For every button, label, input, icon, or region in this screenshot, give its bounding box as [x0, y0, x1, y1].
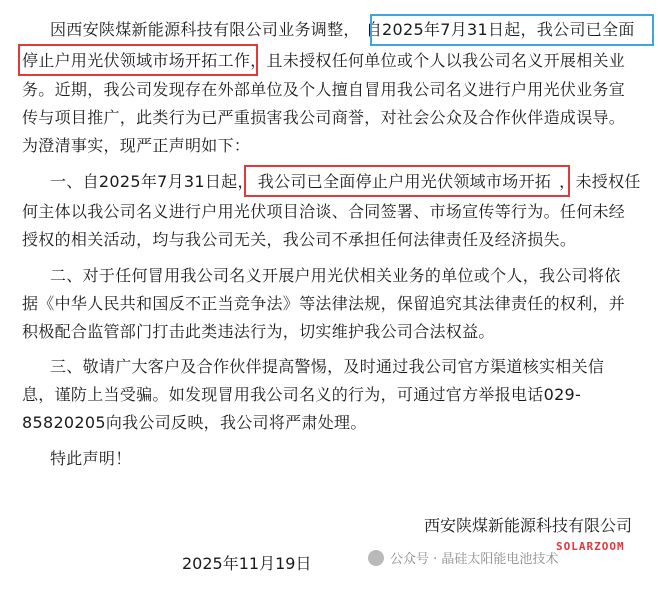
text-segment: 三、敬请广大客户及合作伙伴提高警惕，及时通过我公司官方渠道核实相关信	[50, 357, 605, 376]
text-segment: 息，谨防上当受骗。如发现冒用我公司名义的行为，可通过官方举报电话029-	[22, 385, 582, 404]
text-segment: ，未授权任	[559, 172, 641, 191]
text-segment: 传与项目推广，此类行为已严重损害我公司商誉，对社会公众及合作伙伴造成误导。	[22, 108, 626, 127]
paragraph-3-line-1	[0, 266, 660, 286]
watermark-brand: SOLARZOOM	[556, 540, 625, 553]
paragraph-4-line-1	[0, 357, 660, 377]
text-segment: 积极配合监管部门打击此类违法行为，切实维护我公司合法权益。	[22, 322, 495, 341]
signature-company: 西安陕煤新能源科技有限公司	[424, 516, 633, 535]
text-segment: 85820205向我公司反映，我公司将严肃处理。	[22, 413, 367, 432]
red-highlight-box	[244, 165, 570, 197]
text-segment: 因西安陕煤新能源科技有限公司业务调整，	[50, 20, 360, 39]
text-segment: 何主体以我公司名义进行户用光伏项目洽谈、合同签署、市场宣传等行为。任何未经	[22, 202, 626, 221]
text-segment: 特此声明！	[50, 449, 132, 468]
watermark	[368, 548, 558, 567]
paragraph-1-line-3	[0, 80, 660, 100]
highlighted-text-blue: 自2025年7月31日起，我公司已全面	[365, 20, 635, 39]
text-segment: ，且未授权任何单位或个人以我公司名义开展相关业	[250, 51, 626, 70]
paragraph-1-line-4	[0, 108, 660, 128]
highlighted-text-red: 停止户用光伏领域市场开拓工作	[22, 51, 251, 70]
paragraph-4-line-2	[0, 385, 660, 405]
text-segment: 为澄清事实，现严正声明如下：	[22, 136, 251, 155]
paragraph-1-line-5	[0, 136, 660, 156]
paragraph-3-line-3	[0, 322, 660, 342]
wechat-icon	[368, 550, 384, 566]
paragraph-2-line-2	[0, 202, 660, 222]
text-segment: 一、自2025年7月31日起，	[50, 172, 254, 191]
blue-highlight-box	[370, 14, 654, 46]
text-segment: 务。近期，我公司发现存在外部单位及个人擅自冒用我公司名义进行户用光伏业务宣	[22, 80, 626, 99]
paragraph-3-line-2	[0, 294, 660, 314]
highlighted-text-red: 我公司已全面停止户用光伏领域市场开拓	[257, 172, 552, 191]
paragraph-2-line-3	[0, 230, 660, 250]
closing-statement	[0, 449, 660, 469]
watermark-text: 公众号 · 晶硅太阳能电池技术	[390, 552, 559, 567]
text-segment: 据《中华人民共和国反不正当竞争法》等法律法规，保留追究其法律责任的权利，并	[22, 294, 626, 313]
text-segment: 二、对于任何冒用我公司名义开展户用光伏相关业务的单位或个人，我公司将依	[50, 266, 621, 285]
paragraph-4-line-3	[0, 413, 660, 433]
signature-date: 2025年11月19日	[182, 554, 312, 573]
red-highlight-box	[18, 44, 258, 76]
text-segment: 授权的相关活动，均与我公司无关，我公司不承担任何法律责任及经济损失。	[22, 230, 577, 249]
